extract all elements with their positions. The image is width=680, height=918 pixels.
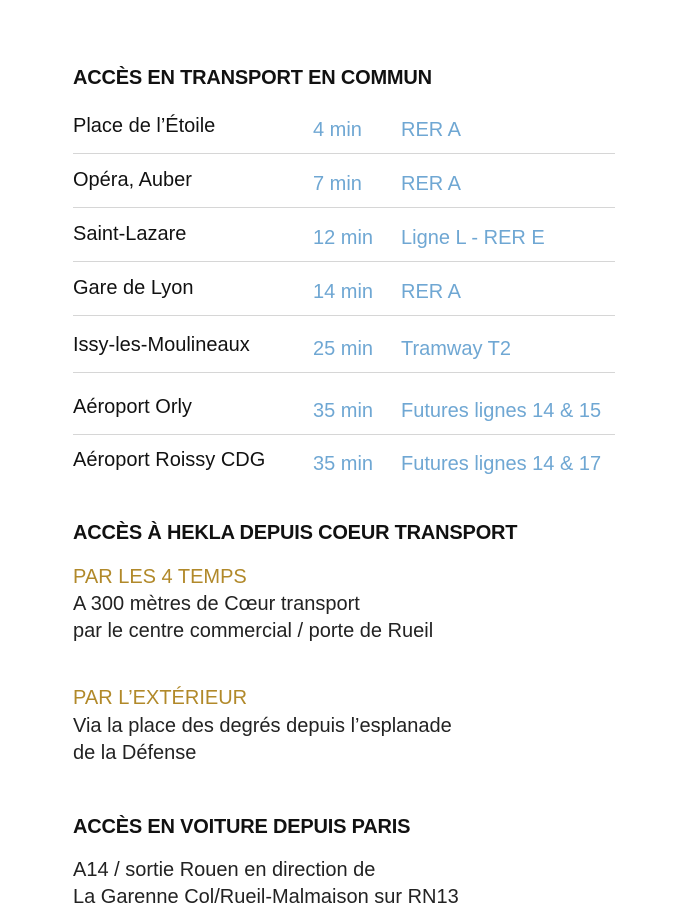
car-text-line: La Garenne Col/Rueil-Malmaison sur RN13 [73, 886, 459, 908]
car-text-line: A14 / sortie Rouen en direction de [73, 859, 376, 881]
station-name: Opéra, Auber [73, 169, 192, 191]
transport-row-2 [73, 168, 615, 208]
transport-row-7 [73, 448, 615, 487]
car-section-title: ACCÈS EN VOITURE DEPUIS PARIS [73, 816, 411, 838]
transport-row-6 [73, 395, 615, 435]
route-subtitle-4-temps: PAR LES 4 TEMPS [73, 566, 247, 588]
station-name: Aéroport Roissy CDG [73, 449, 266, 471]
transit-line: RER A [401, 173, 462, 195]
station-name: Saint-Lazare [73, 223, 187, 245]
transport-row-3 [73, 222, 615, 262]
route-text-line: A 300 mètres de Cœur transport [73, 593, 360, 615]
transit-line: RER A [401, 119, 462, 141]
travel-time: 7 min [313, 173, 362, 195]
travel-time: 12 min [313, 227, 374, 249]
transit-line: Tramway T2 [401, 338, 512, 360]
route-subtitle-exterieur: PAR L’EXTÉRIEUR [73, 687, 248, 709]
route-text-line: Via la place des degrés depuis l’esplanade [73, 715, 452, 737]
transit-line: Futures lignes 14 & 15 [401, 400, 602, 422]
travel-time: 35 min [313, 453, 374, 475]
station-name: Issy-les-Moulineaux [73, 334, 250, 356]
transport-row-5 [73, 333, 615, 373]
travel-time: 35 min [313, 400, 374, 422]
transport-row-4 [73, 276, 615, 316]
station-name: Aéroport Orly [73, 396, 192, 418]
transit-line: RER A [401, 281, 462, 303]
travel-time: 14 min [313, 281, 374, 303]
travel-time: 4 min [313, 119, 362, 141]
station-name: Gare de Lyon [73, 277, 194, 299]
transport-section-title: ACCÈS EN TRANSPORT EN COMMUN [73, 67, 432, 89]
route-text-line: de la Défense [73, 742, 197, 764]
hekla-section-title: ACCÈS À HEKLA DEPUIS COEUR TRANSPORT [73, 522, 518, 544]
station-name: Place de l’Étoile [73, 115, 216, 137]
transit-line: Ligne L - RER E [401, 227, 545, 249]
travel-time: 25 min [313, 338, 374, 360]
route-text-line: par le centre commercial / porte de Rueil [73, 620, 434, 642]
transit-line: Futures lignes 14 & 17 [401, 453, 602, 475]
transport-row-1 [73, 114, 615, 154]
